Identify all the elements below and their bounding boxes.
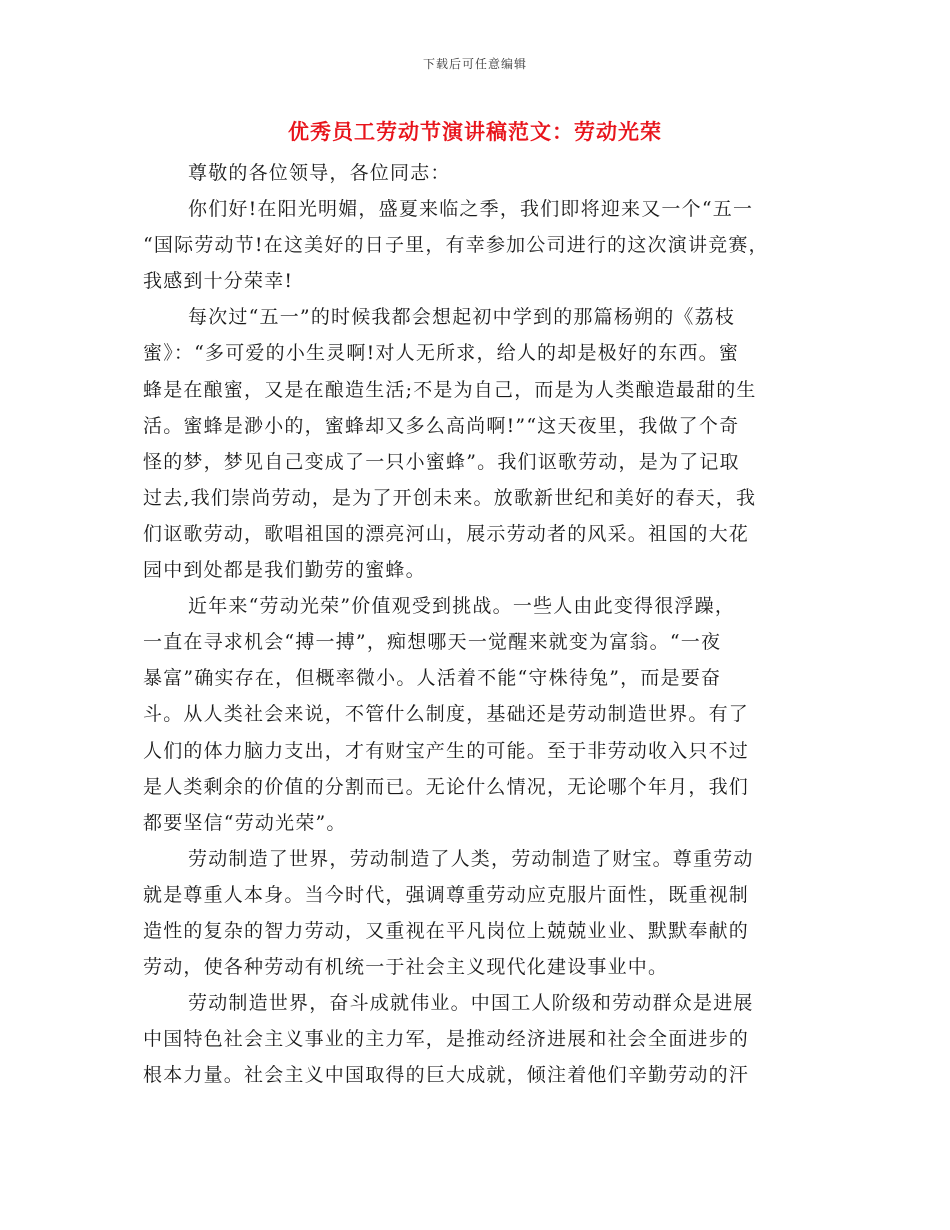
paragraph-line: 根本力量。社会主义中国取得的巨大成就，倾注着他们辛勤劳动的汗 — [143, 1064, 750, 1087]
document-body — [143, 155, 823, 1093]
paragraph-line: 都要坚信“劳动光荣”。 — [143, 811, 347, 834]
paragraph-line: 一直在寻求机会“搏一搏”，痴想哪天一觉醒来就变为富翁。“一夜 — [143, 631, 722, 654]
document-title: 优秀员工劳动节演讲稿范文：劳动光荣 — [288, 119, 662, 144]
paragraph-line: 蜂是在酿蜜，又是在酿造生活;不是为自己，而是为人类酿造最甜的生 — [143, 378, 757, 401]
paragraph-line: 每次过“五一”的时候我都会想起初中学到的那篇杨朔的《荔枝 — [188, 306, 736, 329]
paragraph-line: 近年来“劳动光荣”价值观受到挑战。一些人由此变得很浮躁， — [188, 595, 736, 618]
paragraph-line: 暴富”确实存在，但概率微小。人活着不能“守株待兔”，而是要奋 — [143, 667, 722, 690]
paragraph-line: 中国特色社会主义事业的主力军，是推动经济进展和社会全面进步的 — [143, 1028, 750, 1051]
paragraph-line: “国际劳动节!在这美好的日子里，有幸参加公司进行的这次演讲竞赛， — [143, 234, 769, 257]
paragraph-line: 活。蜜蜂是渺小的，蜜蜂却又多么高尚啊!”“这天夜里，我做了个奇 — [143, 414, 740, 437]
paragraph-line: 人们的体力脑力支出，才有财宝产生的可能。至于非劳动收入只不过 — [143, 739, 750, 762]
paragraph-line: 造性的复杂的智力劳动，又重视在平凡岗位上兢兢业业、默默奉献的 — [143, 919, 750, 942]
page-header-note: 下载后可任意编辑 — [422, 57, 527, 71]
paragraph-line: 劳动制造了世界，劳动制造了人类，劳动制造了财宝。尊重劳动 — [188, 847, 754, 870]
paragraph-line: 就是尊重人本身。当今时代，强调尊重劳动应克服片面性，既重视制 — [143, 883, 750, 906]
paragraph-line: 园中到处都是我们勤劳的蜜蜂。 — [143, 559, 426, 582]
paragraph-line: 劳动制造世界，奋斗成就伟业。中国工人阶级和劳动群众是进展 — [188, 992, 754, 1015]
paragraph-line: 是人类剩余的价值的分割而已。无论什么情况，无论哪个年月，我们 — [143, 775, 750, 798]
salutation-line: 尊敬的各位领导，各位同志： — [188, 162, 451, 184]
paragraph-line: 斗。从人类社会来说，不管什么制度，基础还是劳动制造世界。有了 — [143, 703, 750, 726]
paragraph-line: 们讴歌劳动，歌唱祖国的漂亮河山，展示劳动者的风采。祖国的大花 — [143, 522, 750, 545]
paragraph-line: 劳动，使各种劳动有机统一于社会主义现代化建设事业中。 — [143, 956, 669, 979]
paragraph-line: 我感到十分荣幸! — [143, 270, 294, 293]
paragraph-line: 蜜》：“多可爱的小生灵啊!对人无所求，给人的却是极好的东西。蜜 — [143, 342, 740, 365]
paragraph-line: 怪的梦，梦见自己变成了一只小蜜蜂”。我们讴歌劳动，是为了记取 — [143, 450, 740, 473]
paragraph-line: 你们好!在阳光明媚，盛夏来临之季，我们即将迎来又一个“五一 — [188, 198, 754, 221]
paragraph-line: 过去,我们崇尚劳动，是为了开创未来。放歌新世纪和美好的春天，我 — [143, 486, 757, 509]
